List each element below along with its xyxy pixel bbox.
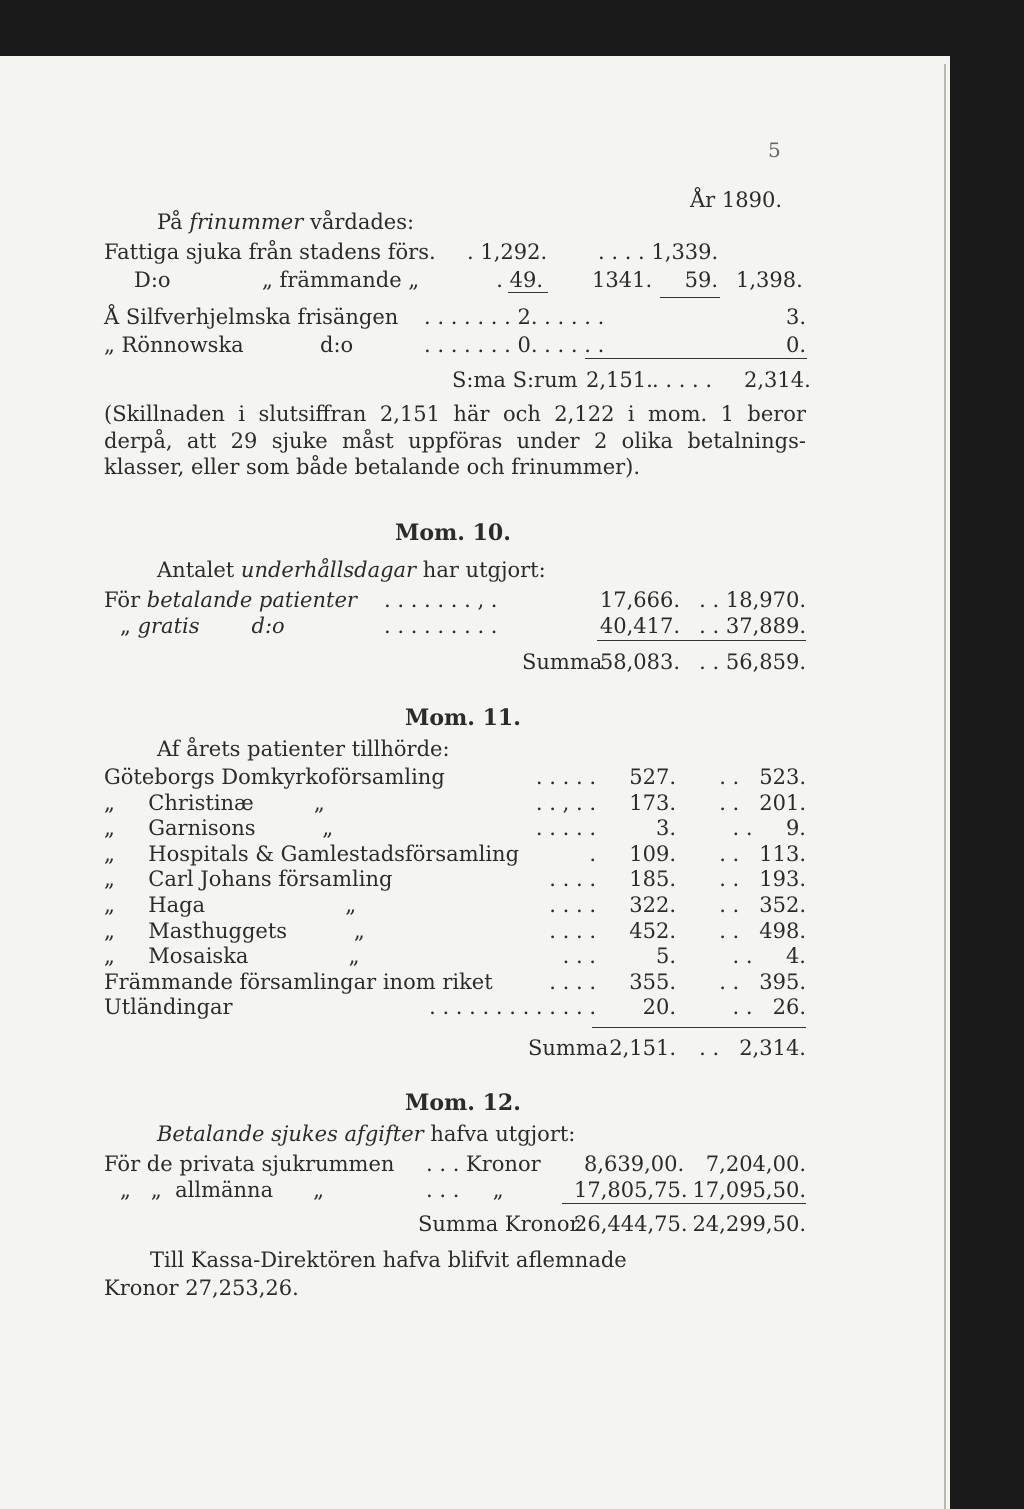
note-line: derpå, att 29 sjuke måst uppföras under 2 olika betalnings- — [104, 429, 806, 453]
mom10-sum-label: Summa — [522, 650, 603, 674]
mom12-sum-b: 24,299,50. — [692, 1212, 806, 1236]
mom10-row-value-a: 17,666. — [599, 588, 680, 612]
mom11-row-dots: . . . . . . . . . . . . . — [429, 995, 596, 1019]
mom10-row-value-a: 40,417. — [599, 614, 680, 638]
mom10-row-dots: . . . . . . . , . — [384, 588, 498, 612]
mom11-row-value-b: . . 201. — [719, 791, 806, 815]
mom11-row-label: „ Mosaiska „ — [104, 944, 360, 968]
mom11-row-value-b: . . 352. — [719, 893, 806, 917]
page-number: 5 — [768, 138, 781, 162]
frinummer-row-subtotal-b: 1,398. — [736, 268, 803, 292]
mom11-row-dots: . . . — [562, 944, 596, 968]
mom11-row-label: Utländingar — [104, 995, 233, 1019]
mom12-sum-label: Summa Kronor — [418, 1212, 580, 1236]
mom12-row-label: För de privata sjukrummen — [104, 1152, 395, 1176]
frinummer-row-label: D:o — [134, 268, 171, 292]
frinummer-sum-a: 2,151. — [586, 368, 653, 392]
mom11-row-label: „ Masthuggets „ — [104, 919, 365, 943]
mom11-row-value-b: . . 113. — [719, 842, 806, 866]
section-heading: Mom. 12. — [405, 1090, 521, 1116]
mom11-row-value-a: 355. — [629, 970, 676, 994]
mom10-intro: Antalet underhållsdagar har utgjort: — [157, 558, 546, 582]
frinummer-sum-dots: . . . . . — [652, 368, 713, 392]
mom11-row-value-a: 5. — [655, 944, 676, 968]
mom11-row-value-b: . . 4. — [732, 944, 806, 968]
mom11-row-dots: . . , . . — [535, 791, 596, 815]
mom11-row-dots: . . . . . — [535, 816, 596, 840]
note-line: (Skillnaden i slutsiffran 2,151 här och 2,122 i mom. 1 beror — [104, 402, 806, 426]
mom10-sum-a: 58,083. — [599, 650, 680, 674]
mom11-row-value-b: . . 26. — [732, 995, 806, 1019]
mom11-row-value-b: . . 395. — [719, 970, 806, 994]
frinummer-heading: På frinummer vårdades: — [157, 210, 415, 234]
mom11-row-label: „ Christinæ „ — [104, 791, 325, 815]
mom12-row-value-b: 17,095,50. — [692, 1178, 806, 1202]
frinummer-row-dots: . . . . . . . 2. . . . . . — [424, 305, 605, 329]
mom11-intro: Af årets patienter tillhörde: — [157, 737, 450, 761]
frinummer-row-label2: „ främmande „ — [262, 268, 420, 292]
underline — [508, 292, 548, 293]
mom11-row-value-a: 20. — [642, 995, 676, 1019]
frinummer-row-value-a: . 49. — [496, 268, 543, 292]
frinummer-row-value-b: . . . . 1,339. — [598, 240, 719, 264]
mom12-row-value-a: 17,805,75. — [574, 1178, 688, 1202]
mom11-row-dots: . . . . — [549, 867, 596, 891]
mom10-row-dots: . . . . . . . . . — [384, 614, 498, 638]
closing-line: Till Kassa-Direktören hafva blifvit aflemnade — [150, 1248, 627, 1272]
mom11-row-value-a: 527. — [629, 765, 676, 789]
mom11-row-dots: . . . . — [549, 919, 596, 943]
mom11-row-label: „ Garnisons „ — [104, 816, 334, 840]
mom12-row-dots: . . . „ — [426, 1178, 504, 1202]
mom11-row-value-a: 3. — [655, 816, 676, 840]
year-header: År 1890. — [690, 188, 782, 212]
mom11-row-dots: . — [589, 842, 596, 866]
mom11-row-label: „ Carl Johans församling — [104, 867, 393, 891]
mom11-row-value-a: 322. — [629, 893, 676, 917]
mom12-row-value-b: 7,204,00. — [705, 1152, 806, 1176]
frinummer-row-value-b: 3. — [785, 305, 806, 329]
section-heading: Mom. 10. — [395, 520, 511, 546]
mom11-row-value-a: 185. — [629, 867, 676, 891]
sum-rule — [597, 640, 806, 641]
frinummer-sum-label: S:ma S:rum — [452, 368, 578, 392]
frinummer-row-subtotal-a: 1341. — [592, 268, 653, 292]
frinummer-row-label2: d:o — [320, 333, 354, 357]
mom11-row-value-b: . . 498. — [719, 919, 806, 943]
page-edge-line — [944, 64, 946, 1509]
mom11-row-label: Främmande församlingar inom riket — [104, 970, 493, 994]
mom10-row-label: „ gratis d:o — [120, 614, 285, 638]
frinummer-row-label: Fattiga sjuka från stadens förs. — [104, 240, 436, 264]
mom11-row-dots: . . . . — [549, 893, 596, 917]
mom10-sum-b: . . 56,859. — [699, 650, 806, 674]
mom11-row-value-b: . . 193. — [719, 867, 806, 891]
frinummer-row-value-b: 59. — [684, 268, 718, 292]
frinummer-row-dots: . . . . . . . 0. . . . . . — [424, 333, 605, 357]
underline — [660, 297, 720, 298]
mom10-row-label: För betalande patienter — [104, 588, 357, 612]
sum-rule — [562, 1203, 806, 1204]
mom11-row-value-a: 173. — [629, 791, 676, 815]
mom12-intro: Betalande sjukes afgifter hafva utgjort: — [157, 1122, 576, 1146]
note-line: klasser, eller som både betalande och frinummer). — [104, 455, 641, 479]
closing-line: Kronor 27,253,26. — [104, 1276, 299, 1300]
frinummer-row-value-a: . 1,292. — [467, 240, 548, 264]
mom11-row-value-a: 109. — [629, 842, 676, 866]
sum-rule — [592, 1027, 806, 1028]
mom11-row-value-a: 452. — [629, 919, 676, 943]
mom11-sum-label: Summa — [528, 1036, 609, 1060]
mom10-row-value-b: . . 18,970. — [699, 588, 806, 612]
mom11-row-label: „ Hospitals & Gamlestadsförsamling — [104, 842, 520, 866]
sum-rule — [585, 358, 807, 359]
section-heading: Mom. 11. — [405, 705, 521, 731]
frinummer-row-label: Å Silfverhjelmska frisängen — [104, 305, 399, 329]
mom11-sum-a: 2,151. — [609, 1036, 676, 1060]
mom11-row-dots: . . . . — [549, 970, 596, 994]
mom12-row-label: „ „ allmänna „ — [120, 1178, 325, 1202]
frinummer-row-label: „ Rönnowska — [104, 333, 244, 357]
mom12-row-dots: . . . Kronor — [426, 1152, 541, 1176]
mom11-row-label: „ Haga „ — [104, 893, 357, 917]
mom11-row-value-b: . . 9. — [732, 816, 806, 840]
mom11-row-value-b: . . 523. — [719, 765, 806, 789]
frinummer-sum-b: 2,314. — [744, 368, 811, 392]
mom10-row-value-b: . . 37,889. — [699, 614, 806, 638]
mom12-row-value-a: 8,639,00. — [584, 1152, 685, 1176]
mom11-row-dots: . . . . . — [535, 765, 596, 789]
mom12-sum-a: 26,444,75. — [574, 1212, 688, 1236]
frinummer-row-value-b: 0. — [785, 333, 806, 357]
mom11-row-label: Göteborgs Domkyrkoförsamling — [104, 765, 445, 789]
mom11-sum-b: . . 2,314. — [699, 1036, 806, 1060]
